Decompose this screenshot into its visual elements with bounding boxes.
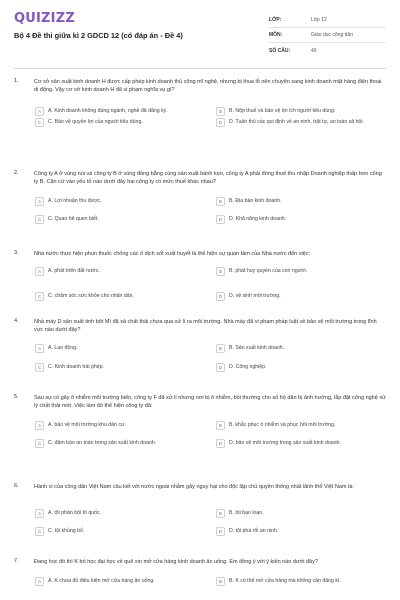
meta-label: MÔN: — [269, 32, 283, 38]
option-text: C. chăm sóc sức khỏe cho nhân dân. — [48, 293, 134, 299]
document-header — [0, 0, 400, 62]
header-divider — [14, 68, 386, 69]
question-number: 6. — [14, 483, 19, 489]
option-text: A. K chưa đủ điều kiện mở cửa hàng ăn uống. — [48, 578, 155, 584]
option-text: D. Công nghiệp. — [229, 364, 267, 370]
option-letter-box[interactable]: A — [35, 344, 44, 353]
option-text: A. tội phản bội tổ quốc. — [48, 510, 102, 516]
option-text: A. Kinh doanh không đúng ngành, nghề đã đăng ký. — [48, 108, 168, 114]
option-letter-box[interactable]: A — [35, 421, 44, 430]
question-text: Hành vi của công dân Việt Nam câu kết với nước ngoài nhằm gây nguy hại cho độc lập chủ quyền thống nhất lãnh thổ Việt Nam là: — [34, 484, 354, 490]
question-number: 3. — [14, 250, 19, 256]
option-letter-box[interactable]: B — [216, 267, 225, 276]
answer-option-c[interactable] — [35, 439, 183, 448]
answer-option-d[interactable] — [216, 215, 389, 224]
option-letter-box[interactable]: A — [35, 267, 44, 276]
option-text: B. khắc phục ô nhiễm và phục hồi môi trường. — [229, 422, 336, 428]
option-letter-box[interactable]: C — [35, 292, 44, 301]
question-number: 4. — [14, 318, 19, 324]
answer-option-a[interactable] — [35, 577, 183, 586]
meta-row-class — [269, 13, 386, 28]
option-text: C. Kinh doanh trái phép. — [48, 364, 104, 370]
option-letter-box[interactable]: A — [35, 577, 44, 586]
option-text: D. vệ sinh môi trường. — [229, 293, 281, 299]
option-text: B. Địa bàn kinh doanh. — [229, 198, 282, 204]
answer-option-b[interactable] — [216, 107, 389, 116]
option-text: C. đảm bảo an toàn trong sản xuất kinh doanh. — [48, 440, 157, 446]
meta-label: LỚP: — [269, 17, 282, 23]
answer-option-d[interactable] — [216, 363, 389, 372]
answer-option-b[interactable] — [216, 577, 389, 586]
answer-option-c[interactable] — [35, 363, 183, 372]
option-text: C. Quan hệ quen biết. — [48, 216, 99, 222]
option-text: C. tội khủng bố. — [48, 528, 85, 534]
option-text: B. tội bạo loạn. — [229, 510, 264, 516]
meta-value: Giáo dục công dân — [311, 32, 353, 38]
quizizz-logo: QUIZIZZ — [14, 11, 75, 26]
answer-option-c[interactable] — [35, 292, 183, 301]
option-letter-box[interactable]: D — [216, 527, 225, 536]
answer-option-d[interactable] — [216, 118, 389, 127]
document-title: Bộ 4 Đề thi giữa kì 2 GDCD 12 (có đáp án - Đề 4) — [14, 31, 183, 40]
answer-option-c[interactable] — [35, 527, 183, 536]
answer-option-d[interactable] — [216, 292, 389, 301]
option-letter-box[interactable]: D — [216, 363, 225, 372]
answer-option-c[interactable] — [35, 118, 183, 127]
option-text: B. phát huy quyền của con người. — [229, 268, 308, 274]
option-letter-box[interactable]: A — [35, 509, 44, 518]
answer-option-b[interactable] — [216, 509, 389, 518]
question-text: Cơ sở sản xuất kinh doanh H được cấp phép kinh doanh thủ công mĩ nghệ, nhưng bị thua lỗ nên chuyển sang kinh doanh mặt hàng điện thoại di động. Vậy cơ sở kinh doanh H đã vi phạm nghĩa vụ gì? — [34, 79, 382, 93]
answer-option-d[interactable] — [216, 439, 389, 448]
meta-value: 40 — [311, 47, 317, 54]
answer-option-b[interactable] — [216, 197, 389, 206]
question-text: Nhà máy D sản xuất tinh bột Mì đã xả chất thải chưa qua xử lí ra môi trường. Nhà máy đã vi phạm pháp luật về bảo vệ môi trường trong lĩnh vực nào dưới đây? — [34, 319, 377, 333]
answer-option-d[interactable] — [216, 527, 389, 536]
option-text: A. phát triển đất nước. — [48, 268, 100, 274]
option-letter-box[interactable]: B — [216, 197, 225, 206]
option-letter-box[interactable]: D — [216, 439, 225, 448]
option-letter-box[interactable]: B — [216, 421, 225, 430]
option-letter-box[interactable]: B — [216, 107, 225, 116]
question-number: 2. — [14, 170, 19, 176]
option-text: D. Khả năng kinh doanh. — [229, 216, 287, 222]
answer-option-a[interactable] — [35, 509, 183, 518]
question-number: 7. — [14, 558, 19, 564]
option-text: D. Tuân thủ các qui định về an ninh, trật tự, an toàn xã hội. — [229, 119, 364, 125]
meta-value: Lớp 12 — [311, 17, 327, 23]
option-letter-box[interactable]: C — [35, 439, 44, 448]
option-text: D. bảo vệ môi trường trong sản xuất kinh doanh. — [229, 440, 341, 446]
option-text: A. Lao động. — [48, 345, 78, 351]
option-letter-box[interactable]: C — [35, 527, 44, 536]
option-letter-box[interactable]: D — [216, 292, 225, 301]
option-letter-box[interactable]: B — [216, 577, 225, 586]
meta-row-count — [269, 43, 386, 58]
question-text: Sau sự cố gây ô nhiễm môi trường biển, công ty F đã xử lí nhưng nơi bị ô nhiễm, bồi thường cho số hộ dân bị ảnh hưởng, lắp đặt công nghệ xử lý chất thải mới. Việc làm đó thể hiện công ty đã: — [34, 395, 386, 409]
answer-option-b[interactable] — [216, 421, 389, 430]
option-letter-box[interactable]: A — [35, 107, 44, 116]
option-letter-box[interactable]: C — [35, 215, 44, 224]
option-text: B. Sản xuất kinh doanh. — [229, 345, 285, 351]
answer-option-a[interactable] — [35, 267, 183, 276]
option-text: C. Bảo vệ quyền lợi của người tiêu dùng. — [48, 119, 143, 125]
option-letter-box[interactable]: C — [35, 118, 44, 127]
question-text: Nhà nước thực hiện phun thuốc chống các ổ dịch sốt xuất huyết là thể hiện sự quan tâm của Nhà nước đến việc: — [34, 251, 311, 257]
answer-option-c[interactable] — [35, 215, 183, 224]
option-text: A. bảo vệ môi trường khu dân cư. — [48, 422, 126, 428]
option-letter-box[interactable]: A — [35, 197, 44, 206]
option-letter-box[interactable]: D — [216, 215, 225, 224]
option-letter-box[interactable]: D — [216, 118, 225, 127]
question-text: Đang học đó thì K bỏ học đại học về quê xin mở cửa hàng kinh doanh ăn uống. Em đồng ý với ý kiến nào dưới đây? — [34, 559, 318, 565]
question-number: 5. — [14, 394, 19, 400]
option-text: B. Nộp thuế và bảo vệ lợi ích người tiêu dùng. — [229, 108, 336, 114]
answer-option-a[interactable] — [35, 344, 183, 353]
option-text: A. Lợi nhuận thu được. — [48, 198, 102, 204]
answer-option-a[interactable] — [35, 197, 183, 206]
meta-row-subject — [269, 28, 386, 43]
option-letter-box[interactable]: B — [216, 344, 225, 353]
option-text: B. K có thể mở cửa hàng mà không cần đăng kí. — [229, 578, 341, 584]
answer-option-a[interactable] — [35, 421, 183, 430]
answer-option-a[interactable] — [35, 107, 183, 116]
document-meta-table — [269, 13, 386, 58]
question-number: 1. — [14, 78, 19, 84]
option-letter-box[interactable]: B — [216, 509, 225, 518]
meta-label: SỐ CÂU: — [269, 47, 291, 54]
answer-option-b[interactable] — [216, 344, 389, 353]
answer-option-b[interactable] — [216, 267, 389, 276]
option-letter-box[interactable]: C — [35, 363, 44, 372]
question-text: Công ty A ở vùng núi và công ty B ở vùng đồng bằng cùng sản xuất bánh kẹo, công ty A phải đóng thuế thu nhập Doanh nghiệp thấp hơn công ty B. Căn cứ vào yếu tố nào dưới đây hai công ty có mức thuế khác nhau? — [34, 171, 382, 185]
option-text: D. tội phá rối an ninh. — [229, 528, 279, 534]
